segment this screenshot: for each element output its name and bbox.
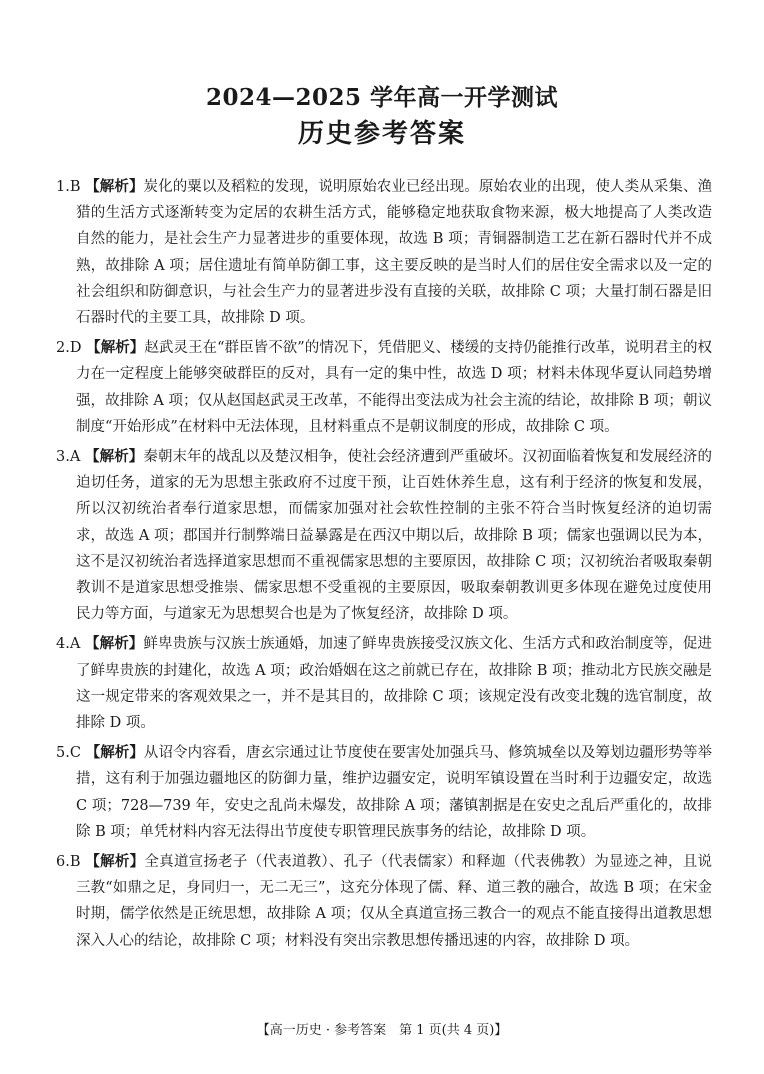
answer-choice: B xyxy=(69,854,81,871)
analysis-tag: 【解析】 xyxy=(85,635,144,653)
answer-choice: A xyxy=(69,636,81,653)
answer-item-6 xyxy=(56,849,712,954)
page-title: 2024—2025 学年高一开学测试 xyxy=(205,84,559,111)
analysis-tag: 【解析】 xyxy=(85,178,144,195)
answer-choice: A xyxy=(69,449,81,466)
answer-choice: C xyxy=(69,745,81,762)
analysis-text: 全真道宣扬老子（代表道教）、孔子（代表儒家）和释迦（代表佛教）为显迹之神，且说三教“如鼎之足，身同归一，无二无三”，这充分体现了儒、释、道三教的融合，故选 B 项；在宋金时期，儒学依然是正统思想，故排除 A 项；仅从全真道宣扬三教合一的观点不能直接得出道教思想深入人心的结论，故排除 C 项；材料没有突出宗教思想传播迅速的内容，故排除 D 项。 xyxy=(76,854,713,949)
question-number: 5. xyxy=(56,745,70,762)
answer-list xyxy=(56,174,712,958)
analysis-tag: 【解析】 xyxy=(85,744,144,762)
analysis-tag: 【解析】 xyxy=(85,853,145,871)
analysis-text: 从诏令内容看，唐玄宗通过让节度使在要害处加强兵马、修筑城垒以及筹划边疆形势等举措，这有利于加强边疆地区的防御力量，维护边疆安定，说明军镇设置在当时利于边疆安定，故选 C 项；728—739 年，安史之乱尚未爆发，故排除 A 项；藩镇割据是在安史之乱后严重化的，故排除 B 项；单凭材料内容无法得出节度使专职管理民族事务的结论，故排除 D 项。 xyxy=(76,745,713,840)
question-number: 6. xyxy=(56,854,70,871)
page-footer: 【高一历史 · 参考答案 第 1 页(共 4 页)】 xyxy=(256,1023,508,1038)
answer-item-2 xyxy=(56,335,712,440)
answer-item-5 xyxy=(56,740,712,845)
answer-item-1 xyxy=(56,174,712,331)
analysis-text: 赵武灵王在“群臣皆不欲”的情况下，凭借肥义、楼缓的支持仍能推行改革，说明君主的权力在一定程度上能够突破群臣的反对，具有一定的集中性，故选 D 项；材料未体现华夏认同趋势增强，故排除 A 项；仅从赵国赵武灵王改革，不能得出变法成为社会主流的结论，故排除 B 项；朝议制度“开始形成”在材料中无法体现，且材料重点不是朝议制度的形成，故排除 C 项。 xyxy=(76,340,713,435)
answer-choice: B xyxy=(69,179,81,195)
analysis-text: 鲜卑贵族与汉族士族通婚，加速了鲜卑贵族接受汉族文化、生活方式和政治制度等，促进了鲜卑贵族的封建化，故选 A 项；政治婚姻在这之前就已存在，故排除 B 项；推动北方民族交融是这一规定带来的客观效果之一，并不是其目的，故排除 C 项；该规定没有改变北魏的选官制度，故排除 D 项。 xyxy=(76,636,713,732)
question-number: 1. xyxy=(56,179,70,195)
question-number: 3. xyxy=(56,449,70,466)
analysis-tag: 【解析】 xyxy=(86,339,145,357)
question-number: 2. xyxy=(56,340,70,357)
analysis-text: 秦朝末年的战乱以及楚汉相争，使社会经济遭到严重破坏。汉初面临着恢复和发展经济的迫切任务，道家的无为思想主张政府不过度干预，让百姓休养生息，这有利于经济的恢复和发展，所以汉初统治者奉行道家思想，而儒家加强对社会软性控制的主张不符合当时恢复经济的迫切需求，故选 A 项；郡国并行制弊端日益暴露是在西汉中期以后，故排除 B 项；儒家也强调以民为本，这不是汉初统治者选择道家思想而不重视儒家思想的主要原因，故排除 C 项；汉初统治者吸取秦朝教训不是道家思想受推崇、儒家思想不受重视的主要原因，吸取秦朝教训更多体现在避免过度使用民力等方面，与道家无为思想契合也是为了恢复经济，故排除 D 项。 xyxy=(76,449,713,623)
answer-choice: D xyxy=(69,340,82,357)
analysis-tag: 【解析】 xyxy=(85,448,144,466)
page-subtitle: 历史参考答案 xyxy=(297,119,466,149)
analysis-text: 炭化的粟以及稻粒的发现，说明原始农业已经出现。原始农业的出现，使人类从采集、渔猎的生活方式逐渐转变为定居的农耕生活方式，能够稳定地获取食物来源，极大地提高了人类改造自然的能力，是社会生产力显著进步的重要体现，故选 B 项；青铜器制造工艺在新石器时代并不成熟，故排除 A 项；居住遗址有简单防御工事，这主要反映的是当时人们的居住安全需求以及一定的社会组织和防御意识，与社会生产力的显著进步没有直接的关联，故排除 C 项；大量打制石器是旧石器时代的主要工具，故排除 D 项。 xyxy=(76,179,713,327)
answer-item-4 xyxy=(56,631,712,736)
question-number: 4. xyxy=(56,636,70,653)
answer-item-3 xyxy=(56,444,712,627)
